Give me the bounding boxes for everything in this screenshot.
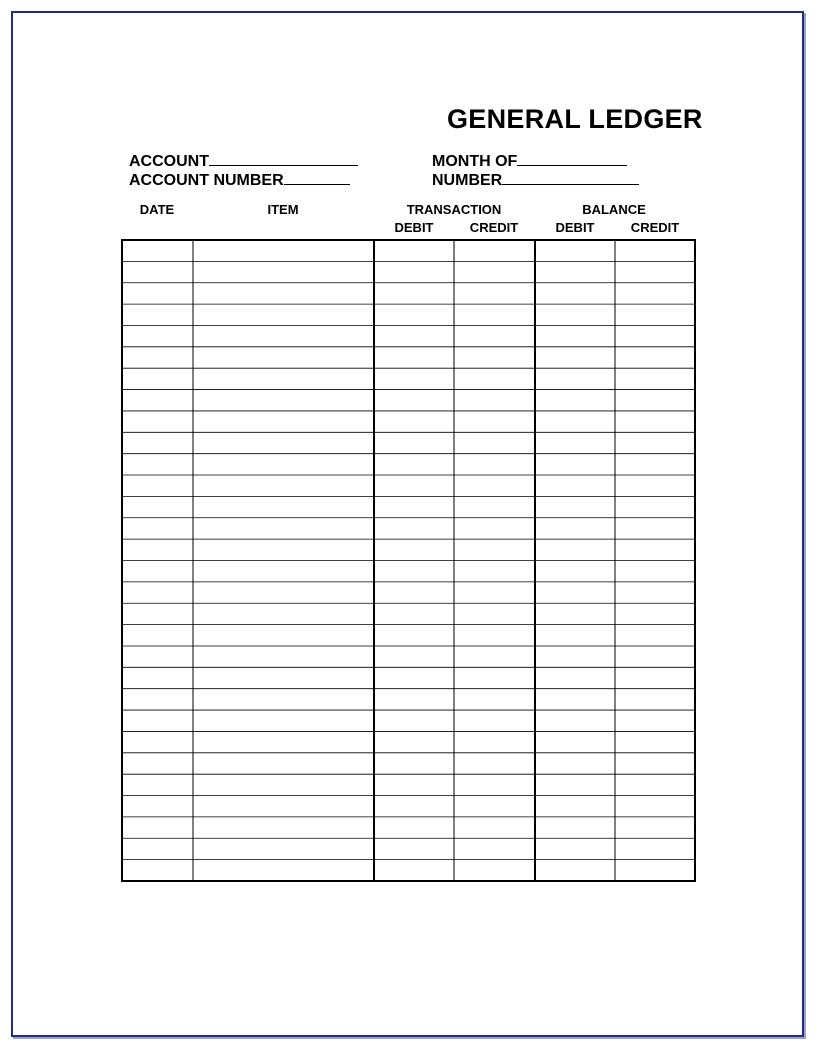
balance-credit-header: CREDIT [630,220,680,235]
date-column-header: DATE [139,202,175,217]
balance-column-header: BALANCE [582,202,646,217]
number-label: NUMBER [432,172,503,189]
transaction-column-header: TRANSACTION [406,202,502,217]
transaction-debit-header: DEBIT [394,220,434,235]
transaction-credit-header: CREDIT [469,220,519,235]
account-number-label: ACCOUNT NUMBER [129,172,284,189]
page-title: GENERAL LEDGER [447,104,703,134]
item-column-header: ITEM [267,202,299,217]
month-of-label: MONTH OF [432,153,518,170]
account-label: ACCOUNT [129,153,209,170]
balance-debit-header: DEBIT [555,220,595,235]
